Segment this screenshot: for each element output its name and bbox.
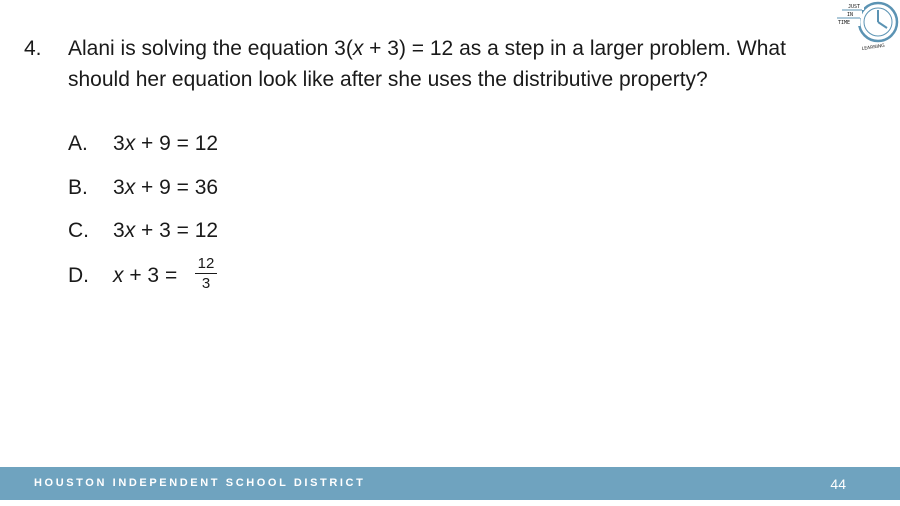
choice-variable: x xyxy=(124,176,136,199)
footer-bar xyxy=(0,467,900,500)
choice-coefficient: 3 xyxy=(113,219,125,242)
choice-variable: x xyxy=(124,132,136,155)
choice-coefficient: 3 xyxy=(113,132,125,155)
fraction-denominator: 3 xyxy=(201,275,211,292)
question-line-1: Alani is solving the equation 3(x + 3) = 12 as a step in a larger problem. What xyxy=(68,37,786,60)
logo-line2: IN xyxy=(847,12,854,18)
choice-expression: + 9 = 36 xyxy=(135,176,219,199)
page-number: 44 xyxy=(830,476,846,492)
choice-variable: x xyxy=(113,264,124,287)
choice-c[interactable] xyxy=(68,218,218,244)
choice-expression: + 3 = xyxy=(123,264,178,287)
choice-letter: D. xyxy=(68,264,89,287)
fraction xyxy=(195,255,217,292)
choice-b[interactable] xyxy=(68,175,218,201)
choice-variable: x xyxy=(124,219,136,242)
question-text xyxy=(68,33,848,95)
footer-organization: HOUSTON INDEPENDENT SCHOOL DISTRICT xyxy=(34,477,366,489)
question-number: 4. xyxy=(24,37,42,60)
choice-letter: B. xyxy=(68,176,88,199)
choice-d[interactable] xyxy=(68,255,215,292)
logo-line1: JUST xyxy=(848,4,861,10)
choice-expression: + 3 = 12 xyxy=(135,219,219,242)
choice-letter: A. xyxy=(68,132,88,155)
choice-coefficient: 3 xyxy=(113,176,125,199)
choice-a[interactable] xyxy=(68,131,218,157)
choice-expression: + 9 = 12 xyxy=(135,132,219,155)
question-line-2: should her equation look like after she uses the distributive property? xyxy=(68,68,708,91)
fraction-numerator: 12 xyxy=(195,255,217,274)
logo-arc-text: LEARNING xyxy=(861,43,886,52)
choice-letter: C. xyxy=(68,219,89,242)
logo-line3: TIME xyxy=(838,20,851,26)
